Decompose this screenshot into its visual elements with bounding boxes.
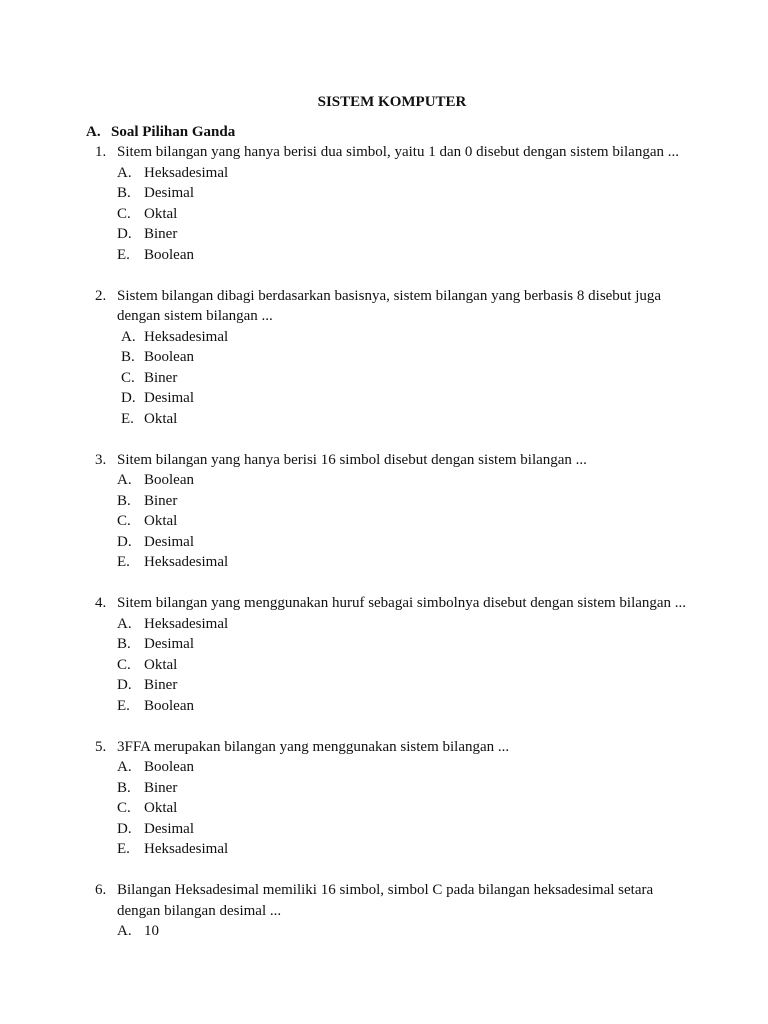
section-letter: A. xyxy=(86,124,101,140)
question-number: 6. xyxy=(95,882,107,898)
question-number: 1. xyxy=(95,144,107,160)
option-item xyxy=(0,470,768,491)
option-item xyxy=(0,634,768,655)
option-item xyxy=(0,245,768,266)
option-item xyxy=(0,757,768,778)
option-letter: E. xyxy=(117,246,130,263)
option-text: Desimal xyxy=(144,390,194,406)
option-item xyxy=(0,204,768,225)
option-letter: A. xyxy=(117,759,132,775)
option-item xyxy=(0,388,768,409)
option-letter: B. xyxy=(117,636,131,652)
option-text: Desimal xyxy=(144,820,194,837)
option-item xyxy=(0,532,768,553)
question-text: Bilangan Heksadesimal memiliki 16 simbol, simbol C pada bilangan heksadesimal setara dengan bilangan desimal ... xyxy=(117,882,654,919)
option-item xyxy=(0,675,768,696)
option-text: Oktal xyxy=(144,205,178,222)
option-list xyxy=(0,470,768,573)
option-text: Oktal xyxy=(144,513,178,529)
option-item xyxy=(0,921,768,942)
option-letter: C. xyxy=(117,513,131,529)
option-text: Biner xyxy=(144,677,178,693)
question-text: 3FFA merupakan bilangan yang menggunakan sistem bilangan ... xyxy=(117,738,510,755)
option-item xyxy=(0,819,768,840)
option-text: Boolean xyxy=(144,697,194,714)
option-letter: B. xyxy=(121,349,135,365)
option-item xyxy=(0,163,768,184)
option-list xyxy=(0,757,768,860)
option-text: Heksadesimal xyxy=(144,841,229,857)
option-item xyxy=(0,839,768,860)
option-letter: D. xyxy=(121,390,136,406)
option-item xyxy=(0,347,768,368)
document-title: SISTEM KOMPUTER xyxy=(317,94,467,110)
question-text: Sitem bilangan yang hanya berisi 16 simbol disebut dengan sistem bilangan ... xyxy=(117,451,587,468)
option-item xyxy=(0,614,768,635)
option-letter: C. xyxy=(117,656,131,673)
option-text: Boolean xyxy=(144,759,194,775)
option-letter: D. xyxy=(117,677,132,693)
option-text: Heksadesimal xyxy=(144,615,229,632)
option-item xyxy=(0,327,768,348)
option-text: Oktal xyxy=(144,800,178,816)
option-letter: A. xyxy=(117,615,132,632)
option-text: Biner xyxy=(144,779,178,796)
option-text: Desimal xyxy=(144,533,194,550)
option-text: Desimal xyxy=(144,185,194,201)
option-letter: A. xyxy=(121,328,136,345)
question-1 xyxy=(0,142,768,265)
option-letter: E. xyxy=(117,554,130,570)
section-title: Soal Pilihan Ganda xyxy=(111,124,236,140)
option-item xyxy=(0,778,768,799)
option-letter: A. xyxy=(117,472,132,488)
option-letter: B. xyxy=(117,492,131,509)
option-list xyxy=(0,163,768,266)
option-item xyxy=(0,409,768,430)
question-3 xyxy=(0,450,768,573)
question-2 xyxy=(0,286,768,430)
option-item xyxy=(0,368,768,389)
option-text: Heksadesimal xyxy=(144,164,229,181)
option-item xyxy=(0,183,768,204)
question-number: 2. xyxy=(95,287,107,304)
question-list xyxy=(0,142,768,962)
option-letter: A. xyxy=(117,164,132,181)
option-letter: E. xyxy=(117,697,130,714)
question-5 xyxy=(0,737,768,860)
option-letter: C. xyxy=(117,800,131,816)
option-text: Biner xyxy=(144,492,178,509)
option-text: Biner xyxy=(144,226,178,242)
option-text: Heksadesimal xyxy=(144,328,229,345)
question-6 xyxy=(0,880,768,942)
option-letter: E. xyxy=(117,841,130,857)
option-item xyxy=(0,655,768,676)
option-item xyxy=(0,552,768,573)
option-text: Heksadesimal xyxy=(144,554,229,570)
option-text: Boolean xyxy=(144,246,194,263)
option-letter: C. xyxy=(117,205,131,222)
option-item xyxy=(0,511,768,532)
option-list xyxy=(0,614,768,717)
section-heading xyxy=(86,122,235,142)
option-text: Oktal xyxy=(144,656,178,673)
option-letter: D. xyxy=(117,533,132,550)
question-number: 3. xyxy=(95,451,107,468)
question-number: 4. xyxy=(95,595,107,611)
option-letter: D. xyxy=(117,820,132,837)
option-text: Oktal xyxy=(144,410,178,427)
option-item xyxy=(0,798,768,819)
option-text: Biner xyxy=(144,369,178,386)
option-letter: D. xyxy=(117,226,132,242)
option-item xyxy=(0,491,768,512)
option-letter: E. xyxy=(121,410,134,427)
option-text: Desimal xyxy=(144,636,194,652)
question-4 xyxy=(0,593,768,716)
question-text: Sitem bilangan yang hanya berisi dua simbol, yaitu 1 dan 0 disebut dengan sistem bilangan ... xyxy=(117,144,679,160)
question-text: Sitem bilangan yang menggunakan huruf sebagai simbolnya disebut dengan sistem bilangan ... xyxy=(117,595,687,611)
option-text: Boolean xyxy=(144,472,194,488)
option-item xyxy=(0,696,768,717)
option-letter: B. xyxy=(117,185,131,201)
option-item xyxy=(0,224,768,245)
option-letter: C. xyxy=(121,369,135,386)
option-letter: B. xyxy=(117,779,131,796)
option-text: 10 xyxy=(144,923,159,939)
question-number: 5. xyxy=(95,738,107,755)
option-text: Boolean xyxy=(144,349,194,365)
option-list xyxy=(0,327,768,430)
option-list xyxy=(0,921,768,942)
question-text: Sistem bilangan dibagi berdasarkan basisnya, sistem bilangan yang berbasis 8 disebut juga dengan sistem bilangan ... xyxy=(117,287,662,324)
option-letter: A. xyxy=(117,923,132,939)
